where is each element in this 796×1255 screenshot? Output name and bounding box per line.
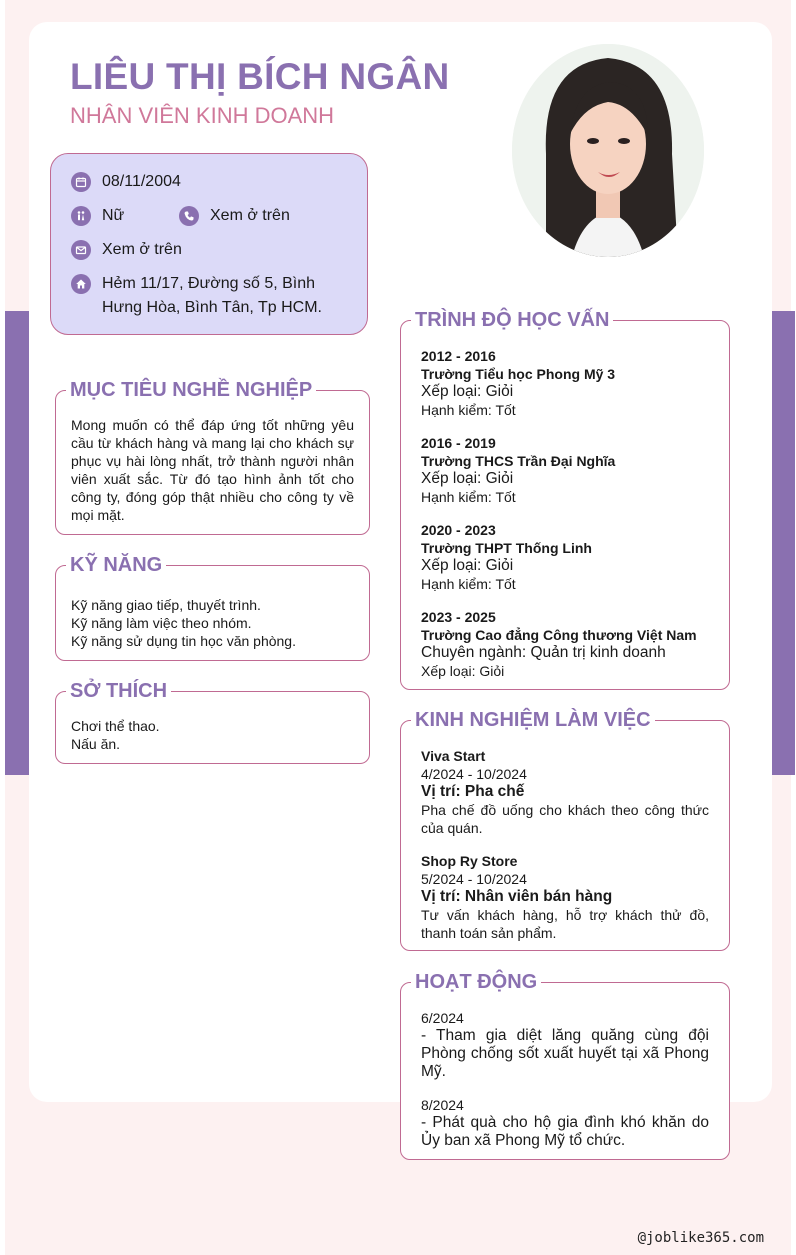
education-detail: Hạnh kiểm: Tốt <box>421 402 516 418</box>
experience-period: 4/2024 - 10/2024 <box>421 766 527 782</box>
experience-list <box>421 747 709 957</box>
list-item <box>421 747 709 837</box>
education-years: 2023 - 2025 <box>421 609 496 625</box>
list-item <box>421 1096 709 1150</box>
education-years: 2012 - 2016 <box>421 348 496 364</box>
activity-date: 8/2024 <box>421 1097 464 1113</box>
birthdate-value: 08/11/2004 <box>102 173 181 190</box>
education-school: Trường Tiểu học Phong Mỹ 3 <box>421 366 616 382</box>
list-item: Kỹ năng sử dụng tin học văn phòng. <box>71 633 296 649</box>
profile-photo <box>512 44 704 257</box>
email-value: Xem ở trên <box>102 241 182 258</box>
skills-list <box>71 596 354 650</box>
activity-description: - Tham gia diệt lăng quăng cùng đội Phòng chống sốt xuất huyết tại xã Phong Mỹ. <box>421 1027 709 1080</box>
gender-row <box>71 206 124 228</box>
list-item: Nấu ăn. <box>71 736 121 752</box>
experience-period: 5/2024 - 10/2024 <box>421 871 527 887</box>
birthdate-row <box>71 172 181 194</box>
portrait-illustration <box>512 44 704 257</box>
education-detail: Xếp loại: Giỏi <box>421 383 514 400</box>
skills-title: KỸ NĂNG <box>66 552 166 578</box>
list-item <box>421 347 709 419</box>
hobbies-title: SỞ THÍCH <box>66 678 171 704</box>
education-detail: Chuyên ngành: Quản trị kinh doanh <box>421 644 666 661</box>
phone-row <box>179 206 290 228</box>
objective-title: MỤC TIÊU NGHỀ NGHIỆP <box>66 377 316 403</box>
education-detail: Xếp loại: Giỏi <box>421 557 514 574</box>
education-years: 2020 - 2023 <box>421 522 496 538</box>
gender-icon <box>71 206 91 226</box>
objective-section <box>55 379 370 535</box>
list-item: Kỹ năng làm việc theo nhóm. <box>71 615 252 631</box>
activities-section <box>400 971 730 1160</box>
experience-section <box>400 709 730 951</box>
education-section <box>400 309 730 690</box>
experience-title: KINH NGHIỆM LÀM VIỆC <box>411 707 655 733</box>
experience-description: Tư vấn khách hàng, hỗ trợ khách thử đồ, thanh toán sản phẩm. <box>421 907 709 941</box>
skills-section <box>55 554 370 661</box>
candidate-name: LIÊU THỊ BÍCH NGÂN <box>70 56 450 97</box>
hobbies-section <box>55 680 370 764</box>
education-detail: Xếp loại: Giỏi <box>421 470 514 487</box>
objective-text: Mong muốn có thể đáp ứng tốt những yêu cầu từ khách hàng và mang lại cho khách sự phục vụ hài lòng nhất, trở thành người nhân viên xuất sắc. Từ đó tạo hình ảnh tốt cho công ty, đóng góp thật nhiều cho công ty về mọi mặt. <box>71 417 354 523</box>
education-years: 2016 - 2019 <box>421 435 496 451</box>
list-item <box>421 1009 709 1081</box>
education-school: Trường THCS Trần Đại Nghĩa <box>421 453 616 469</box>
contact-box <box>50 153 368 335</box>
list-item <box>421 608 709 680</box>
left-accent-band <box>5 311 29 775</box>
email-icon <box>71 240 91 260</box>
calendar-icon <box>71 172 91 192</box>
activities-title: HOẠT ĐỘNG <box>411 969 541 995</box>
education-detail: Xếp loại: Giỏi <box>421 663 505 679</box>
activity-description: - Phát quà cho hộ gia đình khó khăn do Ủy ban xã Phong Mỹ tổ chức. <box>421 1114 709 1149</box>
list-item <box>421 434 709 506</box>
activities-list <box>421 1009 709 1165</box>
experience-company: Shop Ry Store <box>421 853 518 869</box>
phone-icon <box>179 206 199 226</box>
list-item: Kỹ năng giao tiếp, thuyết trình. <box>71 597 261 613</box>
address-value: Hẻm 11/17, Đường số 5, Bình Hưng Hòa, Bình Tân, Tp HCM. <box>102 275 322 316</box>
experience-description: Pha chế đồ uống cho khách theo công thức của quán. <box>421 802 709 836</box>
email-row <box>71 240 182 262</box>
list-item <box>421 521 709 593</box>
hobbies-list <box>71 717 354 753</box>
education-title: TRÌNH ĐỘ HỌC VẤN <box>411 307 613 333</box>
home-icon <box>71 274 91 294</box>
gender-value: Nữ <box>102 207 125 224</box>
job-title: NHÂN VIÊN KINH DOANH <box>70 103 335 128</box>
list-item <box>421 852 709 942</box>
education-detail: Hạnh kiểm: Tốt <box>421 576 516 592</box>
education-detail: Hạnh kiểm: Tốt <box>421 489 516 505</box>
experience-position: Vị trí: Nhân viên bán hàng <box>421 888 613 905</box>
activity-date: 6/2024 <box>421 1010 464 1026</box>
experience-company: Viva Start <box>421 748 486 764</box>
phone-value: Xem ở trên <box>210 207 290 224</box>
right-accent-band <box>772 311 795 775</box>
education-list <box>421 347 709 680</box>
list-item: Chơi thể thao. <box>71 718 160 734</box>
education-school: Trường THPT Thống Linh <box>421 540 592 556</box>
watermark: @joblike365.com <box>637 1230 764 1246</box>
experience-position: Vị trí: Pha chế <box>421 783 525 800</box>
address-row <box>71 274 331 320</box>
education-school: Trường Cao đẳng Công thương Việt Nam <box>421 627 697 643</box>
